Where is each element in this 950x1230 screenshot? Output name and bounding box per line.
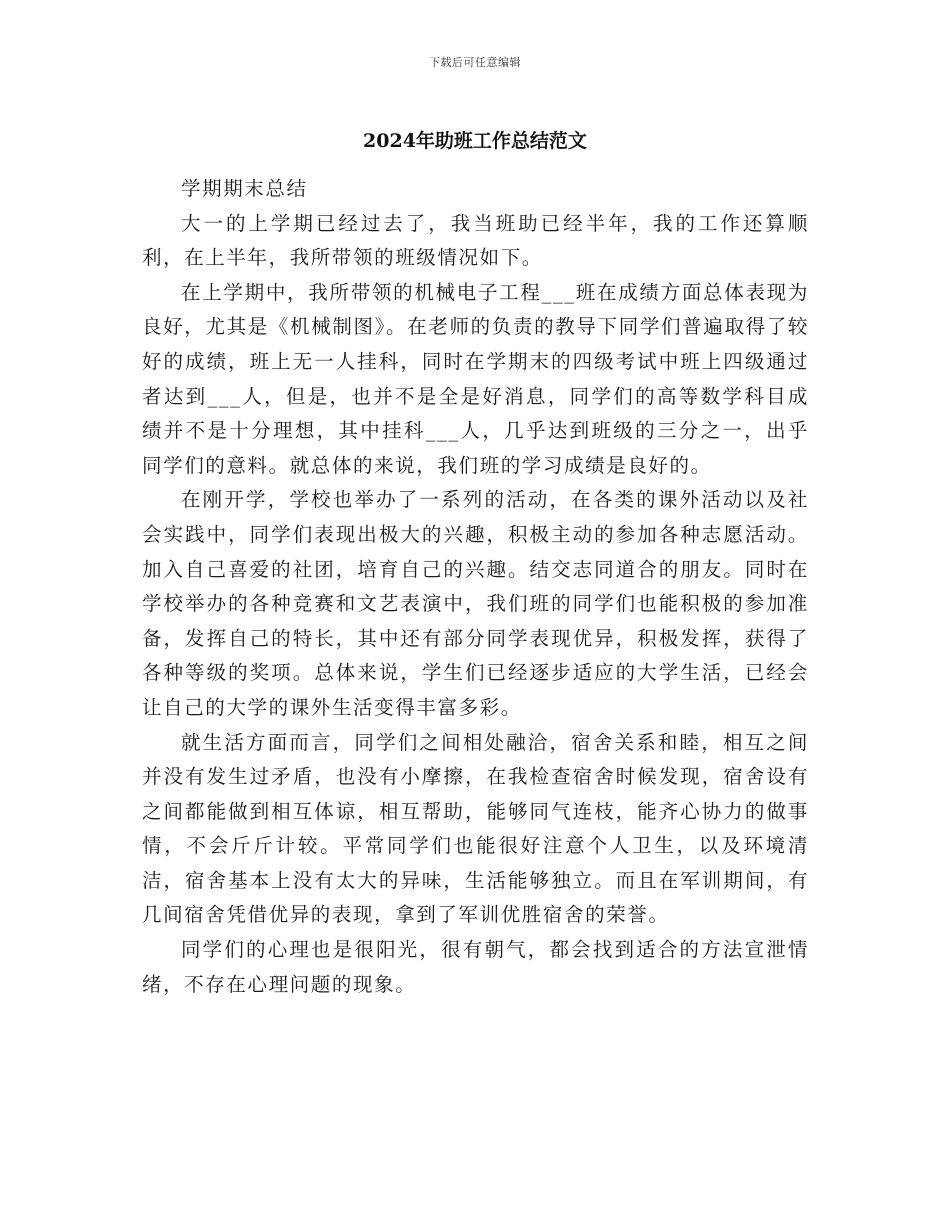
page-title: 2024年助班工作总结范文 [363,130,587,152]
paragraph: 在刚开学，学校也举办了一系列的活动，在各类的课外活动以及社会实践中，同学们表现出极大的兴趣，积极主动的参加各种志愿活动。加入自己喜爱的社团，培育自己的兴趣。结交志同道合的朋友。同时在学校举办的各种竞赛和文艺表演中，我们班的同学们也能积极的参加准备，发挥自己的特长，其中还有部分同学表现优异，积极发挥，获得了各种等级的奖项。总体来说，学生们已经逐步适应的大学生活，已经会让自己的大学的课外生活变得丰富多彩。 [142,488,809,719]
document-body [142,172,809,1002]
paragraph: 同学们的心理也是很阳光，很有朝气，都会找到适合的方法宣泄情绪，不存在心理问题的现象。 [142,938,809,996]
section-heading: 学期期末总结 [181,177,308,200]
paragraph: 就生活方面而言，同学们之间相处融洽，宿舍关系和睦，相互之间并没有发生过矛盾，也没有小摩擦，在我检查宿舍时候发现，宿舍设有之间都能做到相互体谅，相互帮助，能够同气连枝，能齐心协力的做事情，不会斤斤计较。平常同学们也能很好注意个人卫生，以及环境清洁，宿舍基本上没有太大的异味，生活能够独立。而且在军训期间，有几间宿舍凭借优异的表现，拿到了军训优胜宿舍的荣誉。 [142,730,809,927]
paragraph: 在上学期中，我所带领的机械电子工程___班在成绩方面总体表现为良好，尤其是《机械制图》。在老师的负责的教导下同学们普遍取得了较好的成绩，班上无一人挂科，同时在学期末的四级考试中班上四级通过者达到___人，但是，也并不是全是好消息，同学们的高等数学科目成绩并不是十分理想，其中挂科___人，几乎达到班级的三分之一，出乎同学们的意料。就总体的来说，我们班的学习成绩是良好的。 [142,280,809,477]
paragraph: 大一的上学期已经过去了，我当班助已经半年，我的工作还算顺利，在上半年，我所带领的班级情况如下。 [142,211,809,270]
header-note: 下载后可任意编辑 [429,56,521,69]
